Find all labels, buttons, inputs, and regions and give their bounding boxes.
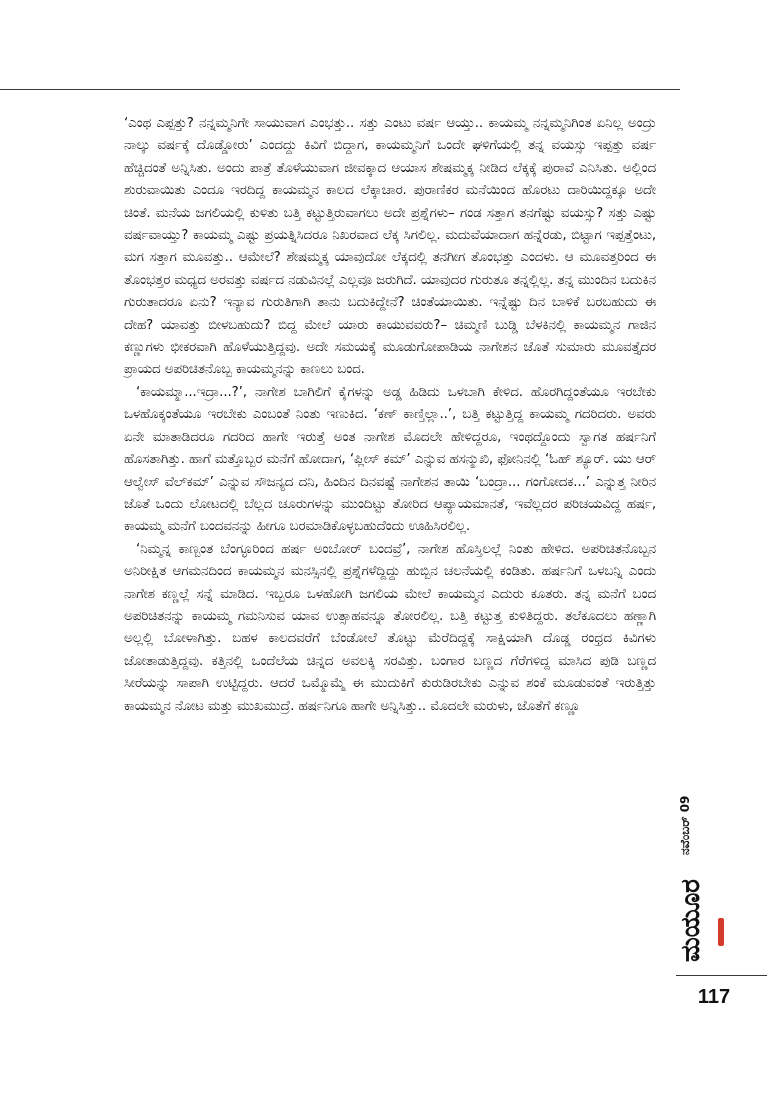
- article-body: [124, 113, 656, 718]
- paragraph-3: ‘ನಿಮ್ಮನ್ನ ಕಾಣ್ಬಂತ ಬೆಂಗ್ಳೂರಿಂದ ಹರ್ಷ ಅಂಬೋರ್ ಬಂದವ್ರೆ’, ನಾಗೇಶ ಹೊಸ್ತಿಲಲ್ಲೆ ನಿಂತು ಹೇಳಿದ. ಅಪರಿಚಿತನೊಬ್ಬನ ಅನಿರೀಕ್ಷಿತ ಆಗಮನದಿಂದ ಕಾಯಮ್ಮನ ಮನಸ್ಸಿನಲ್ಲಿ ಪ್ರಶ್ನೆಗಳೆದ್ದಿದ್ದು ಹುಬ್ಬಿನ ಚಲನೆಯಲ್ಲಿ ಕಂಡಿತು. ಹರ್ಷನಿಗೆ ಒಳಬನ್ನಿ ಎಂದು ನಾಗೇಶ ಕಣ್ಣಲ್ಲೆ ಸನ್ನೆ ಮಾಡಿದ. ಇಬ್ಬರೂ ಒಳಹೋಗಿ ಜಗಲಿಯ ಮೇಲೆ ಕಾಯಮ್ಮನ ಎದುರು ಕೂತರು. ತನ್ನ ಮನೆಗೆ ಬಂದ ಅಪರಿಚಿತನನ್ನು ಕಾಯಮ್ಮ ಗಮನಿಸುವ ಯಾವ ಉತ್ಸಾಹವನ್ನೂ ತೋರಲಿಲ್ಲ. ಬತ್ತಿ ಕಟ್ಟುತ್ತ ಕುಳಿತಿದ್ದರು. ತಲೆಕೂದಲು ಹಣ್ಣಾಗಿ ಅಲ್ಲಲ್ಲಿ ಬೋಳಾಗಿತ್ತು. ಬಹಳ ಕಾಲದವರೆಗೆ ಬೆಂಡೋಲೆ ತೊಟ್ಟು ಮೆರೆದಿದ್ದಕ್ಕೆ ಸಾಕ್ಷಿಯಾಗಿ ದೊಡ್ಡ ರಂಧ್ರದ ಕಿವಿಗಳು ಜೋತಾಡುತ್ತಿದ್ದವು. ಕತ್ತಿನಲ್ಲಿ ಒಂದೆಲೆಯ ಚಿನ್ನದ ಅವಲಕ್ಕಿ ಸರವಿತ್ತು. ಬಂಗಾರ ಬಣ್ಣದ ಗೆರೆಗಳಿದ್ದ ಮಾಸಿದ ಪುಡಿ ಬಣ್ಣದ ಸೀರೆಯನ್ನು ಸಾಪಾಗಿ ಉಟ್ಟಿದ್ದರು. ಆದರೆ ಒಮ್ಮೊಮ್ಮೆ ಈ ಮುದುಕಿಗೆ ಕುರುಡಿರಬೇಕು ಎನ್ನುವ ಶಂಕೆ ಮೂಡುವಂತೆ ಇರುತ್ತಿತ್ತು ಕಾಯಮ್ಮನ ನೋಟ ಮತ್ತು ಮುಖಮುದ್ರೆ. ಹರ್ಷನಿಗೂ ಹಾಗೇ ಅನ್ನಿಸಿತ್ತು.. ಮೊದಲೇ ಮರುಳು, ಜೊತೆಗೆ ಕಣ್ಣೂ: [124, 541, 656, 714]
- footer-rule: [676, 975, 767, 976]
- paragraph-2: ‘ಕಾಯಮ್ಮಾ...ಇದ್ರಾ...?’, ನಾಗೇಶ ಬಾಗಿಲಿಗೆ ಕೈಗಳನ್ನು ಅಡ್ಡ ಹಿಡಿದು ಒಳಬಾಗಿ ಕೇಳಿದ. ಹೊರಗಿದ್ದಂತೆಯೂ ಇರಬೇಕು ಒಳಹೊಕ್ಕಂತೆಯೂ ಇರಬೇಕು ಎಂಬಂತೆ ನಿಂತು ಇಣುಕಿದ. ‘ಕಣ್ ಕಾಣ್ತಿಲ್ಲಾ..’, ಬತ್ತಿ ಕಟ್ಟುತ್ತಿದ್ದ ಕಾಯಮ್ಮ ಗದರಿದರು. ಅವರು ಏನೇ ಮಾತಾಡಿದರೂ ಗದರಿದ ಹಾಗೇ ಇರುತ್ತೆ ಅಂತ ನಾಗೇಶ ಮೊದಲೇ ಹೇಳಿದ್ದರೂ, ಇಂಥದ್ದೊಂದು ಸ್ವಾಗತ ಹರ್ಷನಿಗೆ ಹೊಸತಾಗಿತ್ತು. ಹಾಗೆ ಮತ್ತೊಬ್ಬರ ಮನೆಗೆ ಹೋದಾಗ, ‘ಪ್ಲೀಸ್ ಕಮ್’ ಎನ್ನುವ ಹಸನ್ಮುಖಿ, ಫೋನಿನಲ್ಲಿ ‘ಓಹ್ ಶ್ಯೂರ್. ಯು ಆರ್ ಆಲ್ವೇಸ್ ವೆಲ್‌ಕಮ್’ ಎನ್ನುವ ಸೌಜನ್ಯದ ದನಿ, ಹಿಂದಿನ ದಿನವಷ್ಟೆ ನಾಗೇಶನ ತಾಯಿ ‘ಬಂದ್ರಾ... ಗಂಗೋದಕ...’ ಎನ್ನುತ್ತ ನೀರಿನ ಜೊತೆ ಒಂದು ಲೋಟದಲ್ಲಿ ಬೆಲ್ಲದ ಚೂರುಗಳನ್ನು ಮುಂದಿಟ್ಟು ತೋರಿದ ಆಪ್ಯಾಯಮಾನತೆ, ಇವೆಲ್ಲದರ ಪರಿಚಯವಿದ್ದ ಹರ್ಷ, ಕಾಯಮ್ಮ ಮನೆಗೆ ಬಂದವನನ್ನು ಹೀಗೂ ಬರಮಾಡಿಕೊಳ್ಳಬಹುದೆಂದು ಊಹಿಸಿರಲಿಲ್ಲ.: [124, 384, 656, 535]
- sidebar-masthead: [676, 790, 736, 970]
- top-rule: [0, 89, 680, 90]
- page-number: 117: [697, 986, 731, 1008]
- issue-date: ನವೆಂಬರ್ 09: [678, 795, 692, 855]
- logo-accent-mark: [718, 918, 724, 946]
- paragraph-1: ‘ಎಂಥ ಎಪ್ಪತ್ತು? ನನ್ನಮ್ಮನಿಗೇ ಸಾಯುವಾಗ ಎಂಭತ್ತು.. ಸತ್ತು ಎಂಟು ವರ್ಷ ಆಯ್ತು.. ಕಾಯಮ್ಮ ನನ್ನಮ್ಮನಿಗಿಂತ ಏನಿಲ್ಲ ಅಂದ್ರು ನಾಲ್ಕು ವರ್ಷಕ್ಕೆ ದೊಡ್ಡೋರು’ ಎಂದದ್ದು ಕಿವಿಗೆ ಬಿದ್ದಾಗ, ಕಾಯಮ್ಮನಿಗೆ ಒಂದೇ ಘಳಿಗೆಯಲ್ಲಿ ತನ್ನ ವಯಸ್ಸು ಇಪ್ಪತ್ತು ವರ್ಷ ಹೆಚ್ಚಿದಂತೆ ಅನ್ನಿಸಿತು. ಅಂದು ಪಾತ್ರೆ ತೊಳೆಯುವಾಗ ಜೀವಕ್ಕಾದ ಆಯಾಸ ಶೇಷಮ್ಮಕ್ಕ ನೀಡಿದ ಲೆಕ್ಕಕ್ಕೆ ಪುರಾವೆ ಎನಿಸಿತು. ಅಲ್ಲಿಂದ ಶುರುವಾಯಿತು ಎಂದೂ ಇರದಿದ್ದ ಕಾಯಮ್ಮನ ಕಾಲದ ಲೆಕ್ಕಾಚಾರ. ಪುರಾಣಿಕರ ಮನೆಯಿಂದ ಹೊರಟು ದಾರಿಯಿದ್ದಕ್ಕೂ ಅದೇ ಚಿಂತೆ. ಮನೆಯ ಜಗಲಿಯಲ್ಲಿ ಕುಳಿತು ಬತ್ತಿ ಕಟ್ಟುತ್ತಿರುವಾಗಲು ಅದೇ ಪ್ರಶ್ನೆಗಳು– ಗಂಡ ಸತ್ತಾಗ ತನಗೆಷ್ಟು ವಯಸ್ಸು? ಸತ್ತು ಎಷ್ಟು ವರ್ಷವಾಯ್ತು? ಕಾಯಮ್ಮ ಎಷ್ಟು ಪ್ರಯತ್ನಿಸಿದರೂ ನಿಖರವಾದ ಲೆಕ್ಕ ಸಿಗಲಿಲ್ಲ. ಮದುವೆಯಾದಾಗ ಹನ್ನೆರಡು, ಬಿಟ್ಟಾಗ ಇಪ್ಪತ್ತೆಂಟು, ಮಗ ಸತ್ತಾಗ ಮೂವತ್ತು.. ಆಮೇಲೆ? ಶೇಷಮ್ಮಕ್ಕ ಯಾವುದೋ ಲೆಕ್ಕದಲ್ಲಿ ತನಗೀಗ ತೊಂಭತ್ತು ಎಂದಳು. ಆ ಮೂವತ್ತರಿಂದ ಈ ತೊಂಭತ್ತರ ಮಧ್ಯದ ಅರವತ್ತು ವರ್ಷದ ನಡುವಿನಲ್ಲೆ ಎಲ್ಲವೂ ಜರುಗಿದೆ. ಯಾವುದರ ಗುರುತೂ ತನ್ನಲ್ಲಿಲ್ಲ. ತನ್ನ ಮುಂದಿನ ಬದುಕಿನ ಗುರುತಾದರೂ ಏನು? ಇನ್ಯಾವ ಗುರುತಿಗಾಗಿ ತಾನು ಬದುಕಿದ್ದೇನೆ? ಚಿಂತೆಯಾಯಿತು. ಇನ್ನೆಷ್ಟು ದಿನ ಬಾಳಿಕೆ ಬರಬಹುದು ಈ ದೇಹ? ಯಾವತ್ತು ಬೀಳಬಹುದು? ಬಿದ್ದ ಮೇಲೆ ಯಾರು ಕಾಯುವವರು?– ಚಿಮ್ಮಣಿ ಬುಡ್ಡಿ ಬೆಳಕಿನಲ್ಲಿ ಕಾಯಮ್ಮನ ಗಾಜಿನ ಕಣ್ಣುಗಳು ಭೀಕರವಾಗಿ ಹೊಳೆಯುತ್ತಿದ್ದವು. ಅದೇ ಸಮಯಕ್ಕೆ ಮೂಡುಗೋಪಾಡಿಯ ನಾಗೇಶನ ಜೊತೆ ಸುಮಾರು ಮೂವತ್ತೈದರ ಪ್ರಾಯದ ಅಪರಿಚಿತನೊಬ್ಬ ಕಾಯಮ್ಮನನ್ನು ಕಾಣಲು ಬಂದ.: [124, 116, 656, 378]
- magazine-logo: ಮಯೂರ: [676, 879, 706, 963]
